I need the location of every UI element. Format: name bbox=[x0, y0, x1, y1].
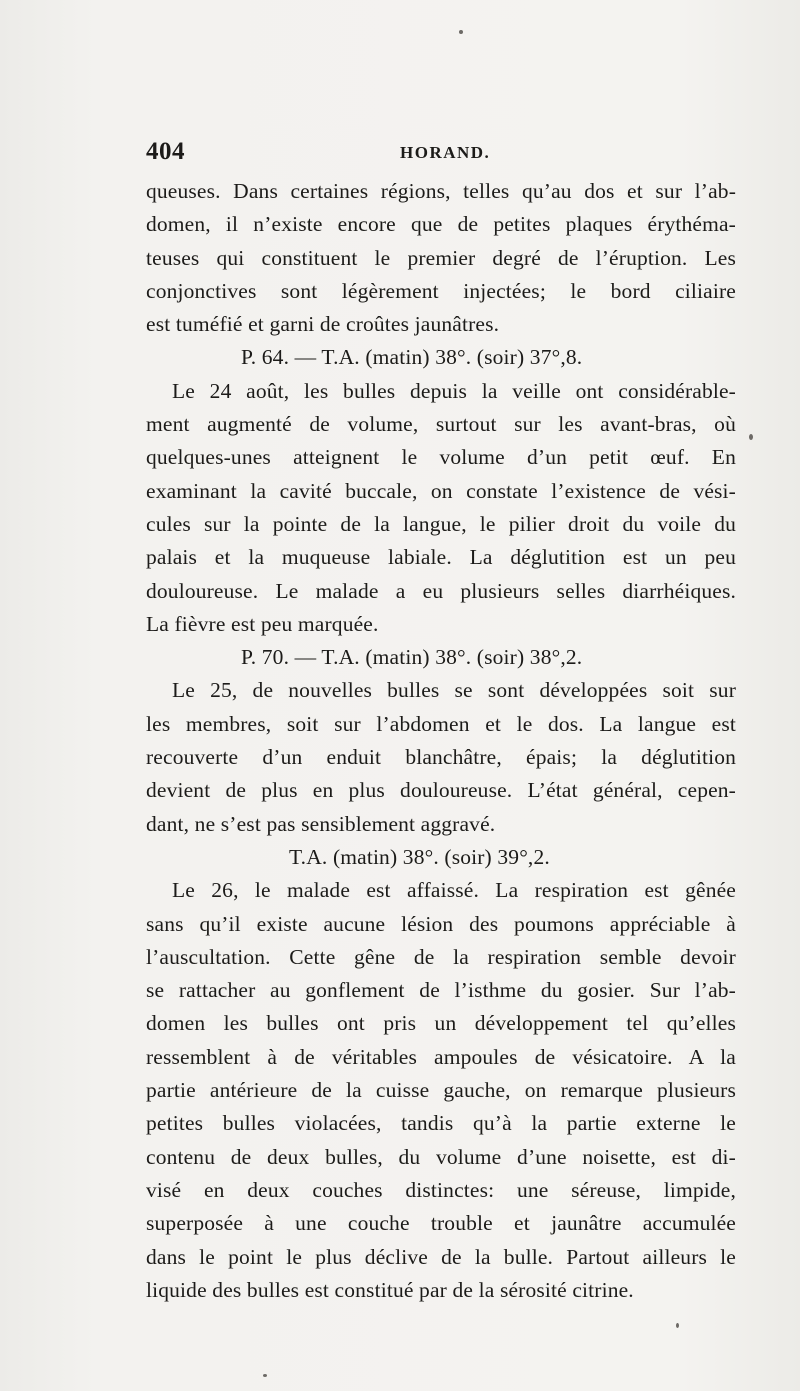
text-line: domen, il n’existe encore que de petites plaques érythéma- bbox=[146, 212, 736, 237]
paper-speck bbox=[459, 30, 463, 34]
vitals-line: P. 64. — T.A. (matin) 38°. (soir) 37°,8. bbox=[241, 345, 583, 370]
text-line: quelques-unes atteignent le volume d’un petit œuf. En bbox=[146, 445, 736, 470]
text-line: domen les bulles ont pris un développement tel qu’elles bbox=[146, 1011, 736, 1036]
text-line: examinant la cavité buccale, on constate l’existence de vési- bbox=[146, 478, 736, 503]
text-line: Le 24 août, les bulles depuis la veille ont considérable- bbox=[172, 378, 736, 403]
text-line: La fièvre est peu marquée. bbox=[146, 611, 379, 636]
text-line: superposée à une couche trouble et jaunâtre accumulée bbox=[146, 1211, 736, 1236]
text-line: ment augmenté de volume, surtout sur les avant-bras, où bbox=[146, 412, 736, 437]
text-line: douloureuse. Le malade a eu plusieurs selles diarrhéiques. bbox=[146, 578, 736, 603]
text-line: dans le point le plus déclive de la bulle. Partout ailleurs le bbox=[146, 1244, 736, 1269]
text-line: se rattacher au gonflement de l’isthme du gosier. Sur l’ab- bbox=[146, 978, 736, 1003]
page-number: 404 bbox=[146, 138, 185, 165]
text-line: les membres, soit sur l’abdomen et le dos. La langue est bbox=[146, 711, 736, 736]
page-header bbox=[146, 138, 736, 170]
text-line: Le 26, le malade est affaissé. La respiration est gênée bbox=[172, 878, 736, 903]
text-line: dant, ne s’est pas sensiblement aggravé. bbox=[146, 811, 496, 836]
text-line: l’auscultation. Cette gêne de la respiration semble devoir bbox=[146, 944, 736, 969]
paper-speck bbox=[263, 1374, 267, 1377]
text-line: est tuméfié et garni de croûtes jaunâtres. bbox=[146, 312, 500, 337]
text-line: recouverte d’un enduit blanchâtre, épais; la déglutition bbox=[146, 745, 736, 770]
text-line: ressemblent à de véritables ampoules de vésicatoire. A la bbox=[146, 1044, 736, 1069]
text-line: contenu de deux bulles, du volume d’une noisette, est di- bbox=[146, 1144, 736, 1169]
text-line: petites bulles violacées, tandis qu’à la partie externe le bbox=[146, 1111, 736, 1136]
text-line: devient de plus en plus douloureuse. L’état général, cepen- bbox=[146, 778, 736, 803]
text-line: teuses qui constituent le premier degré de l’éruption. Les bbox=[146, 245, 736, 270]
vitals-line: T.A. (matin) 38°. (soir) 39°,2. bbox=[289, 844, 550, 869]
paper-speck bbox=[676, 1323, 679, 1328]
text-line: palais et la muqueuse labiale. La déglutition est un peu bbox=[146, 545, 736, 570]
text-line: Le 25, de nouvelles bulles se sont développées soit sur bbox=[172, 678, 736, 703]
text-line: conjonctives sont légèrement injectées; le bord ciliaire bbox=[146, 278, 736, 303]
text-line: queuses. Dans certaines régions, telles qu’au dos et sur l’ab- bbox=[146, 179, 736, 203]
text-line: visé en deux couches distinctes: une séreuse, limpide, bbox=[146, 1177, 736, 1202]
text-line: liquide des bulles est constitué par de la sérosité citrine. bbox=[146, 1277, 634, 1302]
paper-speck bbox=[749, 434, 753, 440]
text-line: cules sur la pointe de la langue, le pilier droit du voile du bbox=[146, 511, 736, 536]
body-text bbox=[146, 175, 736, 1307]
running-head: HORAND. bbox=[400, 143, 491, 162]
text-line: partie antérieure de la cuisse gauche, on remarque plusieurs bbox=[146, 1078, 736, 1103]
text-line: sans qu’il existe aucune lésion des poumons appréciable à bbox=[146, 911, 736, 936]
vitals-line: P. 70. — T.A. (matin) 38°. (soir) 38°,2. bbox=[241, 645, 583, 670]
